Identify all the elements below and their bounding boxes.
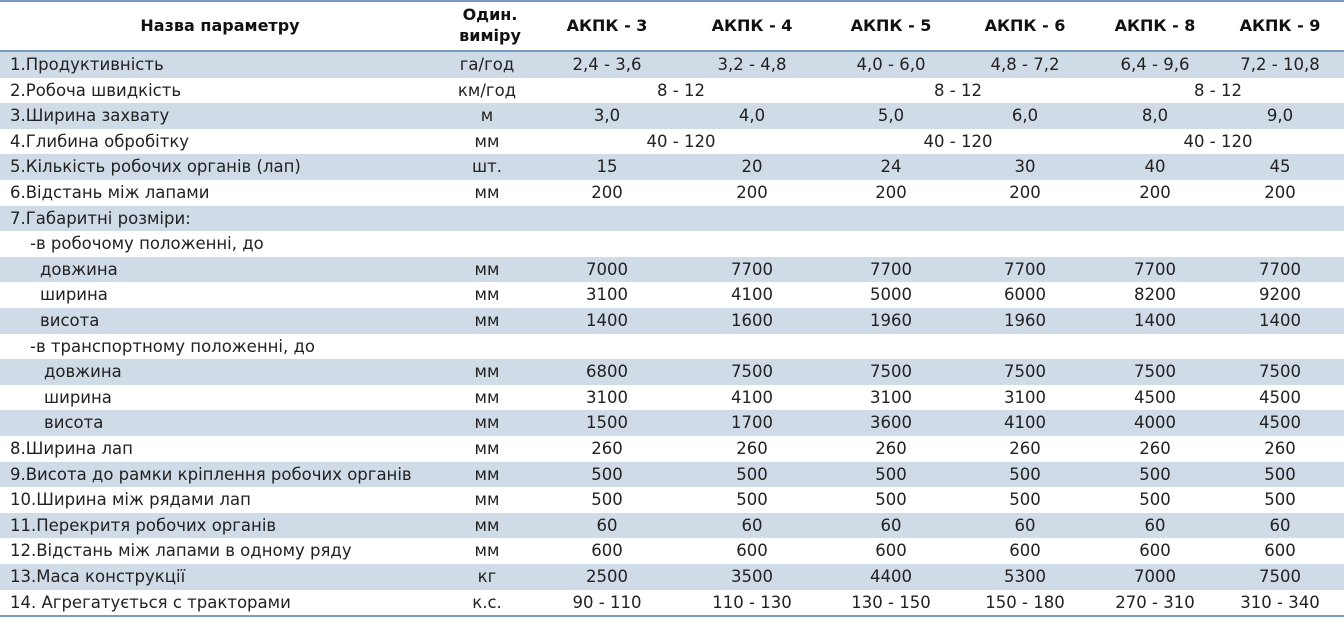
value-cell: 260	[875, 439, 907, 458]
value-cell: 60	[741, 515, 763, 535]
value-cell: 260	[1139, 439, 1171, 458]
value-cell: 90 - 110	[572, 592, 642, 612]
header-model: АКПК - 6	[984, 15, 1066, 35]
value-cell: 3100	[586, 387, 628, 407]
param-name: 2.Робоча швидкість	[10, 80, 182, 100]
value-cell: 500	[875, 464, 907, 484]
param-name: 4.Глибина обробітку	[10, 131, 190, 151]
param-name: ширина	[44, 387, 112, 407]
param-unit: км/год	[457, 80, 517, 100]
param-name: ширина	[40, 285, 108, 305]
merged-value-cell: 8 - 12	[657, 80, 705, 100]
value-cell: 270 - 310	[1115, 592, 1195, 612]
table-row	[0, 308, 1344, 334]
param-unit: шт.	[472, 157, 502, 177]
table-row	[0, 282, 1344, 308]
table-row	[0, 410, 1344, 436]
value-cell: 1960	[870, 311, 912, 330]
param-unit: кг	[477, 567, 497, 586]
top-rule	[0, 0, 1344, 2]
value-cell: 110 - 130	[712, 592, 792, 612]
param-name: довжина	[40, 259, 118, 279]
value-cell: 6800	[586, 362, 628, 382]
value-cell: 30	[1014, 157, 1036, 177]
value-cell: 5000	[870, 285, 912, 305]
value-cell: 7,2 - 10,8	[1240, 55, 1320, 74]
table-row	[0, 359, 1344, 385]
value-cell: 500	[736, 490, 768, 510]
value-cell: 7500	[1259, 567, 1301, 586]
value-cell: 8200	[1134, 285, 1176, 305]
value-cell: 600	[1139, 541, 1171, 561]
value-cell: 500	[1139, 490, 1171, 510]
value-cell: 15	[596, 157, 618, 177]
value-cell: 500	[1009, 490, 1041, 510]
value-cell: 4100	[731, 285, 773, 305]
value-cell: 4,0 - 6,0	[856, 55, 926, 74]
value-cell: 7500	[731, 362, 773, 382]
param-name: 11.Перекритя робочих органів	[10, 515, 277, 535]
value-cell: 3,0	[593, 106, 621, 126]
table-row	[0, 206, 1344, 232]
param-unit: к.с.	[472, 592, 502, 612]
merged-value-cell: 8 - 12	[934, 80, 982, 100]
param-name: 10.Ширина між рядами лап	[10, 490, 251, 510]
param-unit: мм	[474, 464, 500, 484]
header-unit-line1: Один.	[462, 5, 518, 24]
param-unit: мм	[474, 362, 500, 382]
table-row	[0, 52, 1344, 78]
value-cell: 200	[1139, 183, 1171, 202]
param-name: -в робочому положенні, до	[30, 234, 264, 254]
param-name: висота	[44, 413, 104, 433]
value-cell: 1400	[1134, 311, 1176, 330]
value-cell: 7500	[1134, 362, 1176, 382]
param-name: -в транспортному положенні, до	[30, 336, 315, 356]
value-cell: 45	[1269, 157, 1291, 177]
param-name: 9.Висота до рамки кріплення робочих органів	[10, 464, 412, 484]
header-unit-line2: виміру	[459, 26, 521, 45]
param-name: 7.Габаритні розміри:	[10, 208, 191, 228]
value-cell: 4000	[1134, 413, 1176, 433]
value-cell: 500	[591, 490, 623, 510]
value-cell: 60	[1014, 515, 1036, 535]
param-unit: мм	[474, 515, 500, 535]
value-cell: 1600	[731, 311, 773, 330]
value-cell: 1700	[731, 413, 773, 433]
header-unit	[440, 0, 540, 50]
value-cell: 2500	[586, 567, 628, 586]
value-cell: 4400	[870, 567, 912, 586]
value-cell: 7500	[1259, 362, 1301, 382]
value-cell: 4100	[731, 387, 773, 407]
value-cell: 4500	[1259, 413, 1301, 433]
merged-value-cell: 40 - 120	[1183, 131, 1253, 151]
value-cell: 3100	[586, 285, 628, 305]
value-cell: 150 - 180	[985, 592, 1065, 612]
value-cell: 3600	[870, 413, 912, 433]
value-cell: 260	[1009, 439, 1041, 458]
param-unit: мм	[474, 541, 500, 561]
header-model: АКПК - 5	[850, 15, 932, 35]
value-cell: 310 - 340	[1240, 592, 1320, 612]
value-cell: 600	[736, 541, 768, 561]
value-cell: 260	[1264, 439, 1296, 458]
param-unit: мм	[474, 259, 500, 279]
value-cell: 600	[875, 541, 907, 561]
table-row	[0, 154, 1344, 180]
param-unit: мм	[474, 413, 500, 433]
value-cell: 500	[1009, 464, 1041, 484]
value-cell: 4500	[1134, 387, 1176, 407]
value-cell: 200	[736, 183, 768, 202]
table-row	[0, 129, 1344, 155]
table-row	[0, 513, 1344, 539]
param-name: 3.Ширина захвату	[10, 106, 170, 126]
param-unit: мм	[474, 285, 500, 305]
value-cell: 40	[1144, 157, 1166, 177]
param-name: довжина	[44, 362, 122, 382]
header-model: АКПК - 8	[1114, 15, 1196, 35]
param-unit: мм	[474, 131, 500, 151]
value-cell: 7000	[586, 259, 628, 279]
value-cell: 60	[880, 515, 902, 535]
value-cell: 7700	[731, 259, 773, 279]
value-cell: 3100	[1004, 387, 1046, 407]
value-cell: 3100	[870, 387, 912, 407]
param-unit: мм	[474, 183, 500, 202]
value-cell: 60	[596, 515, 618, 535]
param-name: 1.Продуктивність	[10, 55, 164, 74]
value-cell: 500	[875, 490, 907, 510]
value-cell: 200	[1264, 183, 1296, 202]
table-row	[0, 385, 1344, 411]
param-unit: мм	[474, 387, 500, 407]
value-cell: 7500	[870, 362, 912, 382]
table-row	[0, 462, 1344, 488]
value-cell: 600	[591, 541, 623, 561]
value-cell: 500	[736, 464, 768, 484]
value-cell: 1960	[1004, 311, 1046, 330]
table-row	[0, 180, 1344, 206]
table-row	[0, 538, 1344, 564]
value-cell: 600	[1264, 541, 1296, 561]
value-cell: 6,4 - 9,6	[1120, 55, 1190, 74]
value-cell: 4100	[1004, 413, 1046, 433]
table-row	[0, 231, 1344, 257]
value-cell: 9200	[1259, 285, 1301, 305]
header-model: АКПК - 9	[1239, 15, 1321, 35]
param-unit: мм	[474, 311, 500, 330]
value-cell: 1400	[1259, 311, 1301, 330]
value-cell: 7700	[1259, 259, 1301, 279]
param-name: 13.Маса конструкції	[10, 567, 186, 586]
value-cell: 8,0	[1141, 106, 1169, 126]
value-cell: 6,0	[1011, 106, 1039, 126]
value-cell: 1400	[586, 311, 628, 330]
value-cell: 500	[1264, 464, 1296, 484]
param-name: 6.Відстань між лапами	[10, 183, 210, 202]
value-cell: 600	[1009, 541, 1041, 561]
param-name: 5.Кількість робочих органів (лап)	[10, 157, 301, 177]
value-cell: 500	[591, 464, 623, 484]
param-unit: га/год	[459, 55, 515, 74]
value-cell: 500	[1139, 464, 1171, 484]
value-cell: 260	[591, 439, 623, 458]
param-name: 14. Агрегатується с тракторами	[10, 592, 291, 612]
header-model: АКПК - 3	[566, 15, 648, 35]
value-cell: 5,0	[877, 106, 905, 126]
value-cell: 4,0	[738, 106, 766, 126]
table-row	[0, 436, 1344, 462]
value-cell: 60	[1144, 515, 1166, 535]
table-row	[0, 78, 1344, 104]
param-unit: мм	[474, 439, 500, 458]
merged-value-cell: 8 - 12	[1194, 80, 1242, 100]
bottom-rule	[0, 615, 1344, 617]
value-cell: 60	[1269, 515, 1291, 535]
value-cell: 4,8 - 7,2	[990, 55, 1060, 74]
value-cell: 24	[880, 157, 902, 177]
value-cell: 5300	[1004, 567, 1046, 586]
param-name: висота	[40, 311, 100, 330]
value-cell: 260	[736, 439, 768, 458]
value-cell: 20	[741, 157, 763, 177]
merged-value-cell: 40 - 120	[646, 131, 716, 151]
value-cell: 130 - 150	[851, 592, 931, 612]
table-row	[0, 103, 1344, 129]
value-cell: 7700	[1134, 259, 1176, 279]
value-cell: 4500	[1259, 387, 1301, 407]
value-cell: 7500	[1004, 362, 1046, 382]
table-row	[0, 590, 1344, 616]
value-cell: 3,2 - 4,8	[717, 55, 787, 74]
value-cell: 7700	[1004, 259, 1046, 279]
value-cell: 200	[1009, 183, 1041, 202]
table-row	[0, 334, 1344, 360]
param-name: 12.Відстань між лапами в одному ряду	[10, 541, 352, 561]
value-cell: 3500	[731, 567, 773, 586]
value-cell: 9,0	[1266, 106, 1294, 126]
table-header	[0, 0, 1344, 50]
param-unit: мм	[474, 490, 500, 510]
table-row	[0, 257, 1344, 283]
value-cell: 1500	[586, 413, 628, 433]
param-name: 8.Ширина лап	[10, 439, 133, 458]
value-cell: 6000	[1004, 285, 1046, 305]
value-cell: 7000	[1134, 567, 1176, 586]
value-cell: 7700	[870, 259, 912, 279]
table-row	[0, 487, 1344, 513]
table-row	[0, 564, 1344, 590]
value-cell: 2,4 - 3,6	[572, 55, 642, 74]
header-name: Назва параметру	[140, 15, 300, 35]
value-cell: 200	[591, 183, 623, 202]
value-cell: 500	[1264, 490, 1296, 510]
value-cell: 200	[875, 183, 907, 202]
header-model: АКПК - 4	[711, 15, 793, 35]
param-unit: м	[480, 106, 494, 126]
merged-value-cell: 40 - 120	[923, 131, 993, 151]
